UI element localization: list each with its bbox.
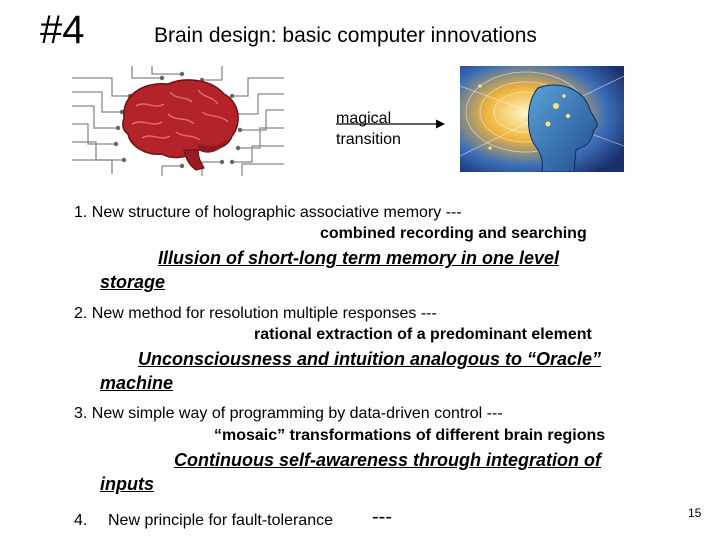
item-1-conclusion-part2: storage <box>100 272 166 292</box>
item-1-conclusion-part1: Illusion of short-long term memory in one level <box>158 248 560 268</box>
item-3-line1: 3. New simple way of programming by data-driven control --- <box>74 405 503 422</box>
item-1-conclusion-cont <box>100 272 165 293</box>
item-2-conclusion-part2: machine <box>100 373 174 393</box>
item-2-line2: rational extraction of a predominant element <box>254 326 592 343</box>
item-2-conclusion-part1: Unconsciousness and intuition analogous to “Oracle” <box>138 349 602 369</box>
item-3-conclusion-part1: Continuous self-awareness through integration of <box>174 450 602 470</box>
item-4-line1: New principle for fault-tolerance <box>108 512 333 529</box>
item-2-conclusion-cont <box>100 373 173 394</box>
slide-number-heading: #4 <box>40 8 85 52</box>
item-1-line2: combined recording and searching <box>320 225 587 242</box>
item-3-conclusion-cont <box>100 474 154 495</box>
glowing-head-profile-icon <box>460 66 624 172</box>
right-arrow-icon <box>336 118 446 130</box>
item-3-conclusion-part2: inputs <box>100 474 154 494</box>
item-4-number: 4. <box>74 512 88 529</box>
item-1-conclusion <box>158 248 559 269</box>
item-1-line1: 1. New structure of holographic associative memory --- <box>74 204 462 221</box>
item-2-line1: 2. New method for resolution multiple responses --- <box>74 305 437 322</box>
transition-label-line1: magical <box>336 110 392 127</box>
item-3-conclusion <box>174 450 601 471</box>
slide-title: Brain design: basic computer innovations <box>154 24 537 47</box>
item-4-dash: --- <box>372 506 392 528</box>
item-2-conclusion <box>138 349 601 370</box>
transition-label-line2: transition <box>336 131 401 148</box>
page-number: 15 <box>688 506 702 520</box>
brain-circuit-illustration-icon <box>72 66 284 176</box>
item-3-line2: “mosaic” transformations of different brain regions <box>214 427 606 444</box>
